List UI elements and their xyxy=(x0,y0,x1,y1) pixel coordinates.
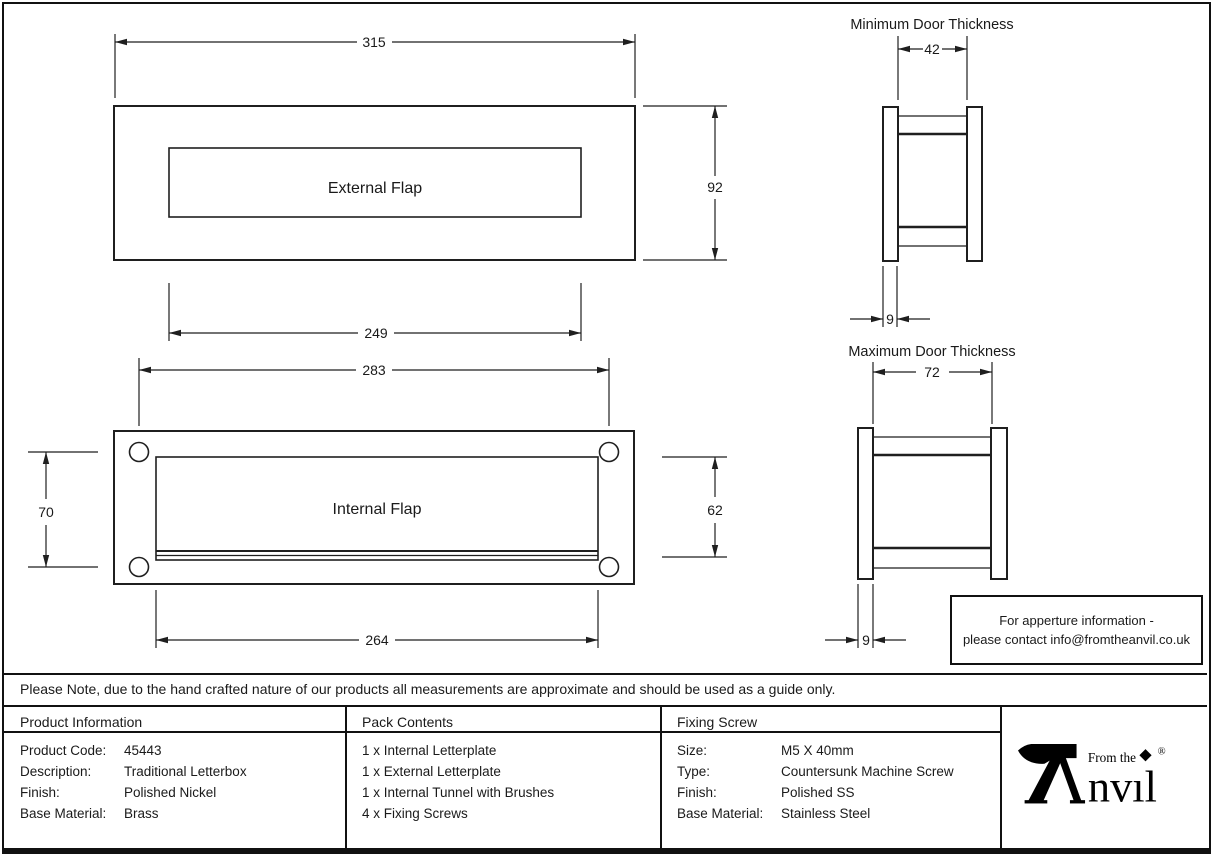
product-information-header: Product Information xyxy=(20,714,143,730)
table-row xyxy=(677,743,954,764)
list-item: 1 x Internal Tunnel with Brushes xyxy=(362,785,555,800)
dim-label-max-plate-thickness: 9 xyxy=(862,632,870,648)
external-flap-label: External Flap xyxy=(327,180,423,197)
dimension-internal-flap-height xyxy=(662,457,727,557)
table-row xyxy=(20,806,247,827)
dim-label-internal-height: 70 xyxy=(38,504,54,520)
anvil-a-left-serif xyxy=(1025,800,1048,803)
logo-prefix: From the xyxy=(1087,749,1136,765)
row-value: Polished SS xyxy=(781,785,855,800)
dim-label-internal-flap-height: 62 xyxy=(707,502,723,518)
external-flap-drawing xyxy=(114,34,727,341)
row-value: Traditional Letterbox xyxy=(124,764,247,779)
row-label: Description: xyxy=(20,764,92,779)
aperture-note-line2: please contact info@fromtheanvil.co.uk xyxy=(962,632,1191,647)
min-door-thickness-drawing xyxy=(850,17,1014,327)
pack-contents-list xyxy=(362,743,554,827)
aperture-note-box xyxy=(950,595,1203,665)
dim-label-internal-flap-width: 264 xyxy=(365,632,389,648)
anvil-a-right-serif xyxy=(1070,800,1085,803)
fixing-screw-header: Fixing Screw xyxy=(677,714,758,730)
dimension-internal-width xyxy=(139,358,609,426)
screw-hole-bottom-left xyxy=(130,558,149,577)
row-value: Stainless Steel xyxy=(781,806,871,821)
table-row xyxy=(677,785,954,806)
row-value: Countersunk Machine Screw xyxy=(781,764,954,779)
max-door-internal-plate xyxy=(991,428,1007,579)
logo-brand: nvıl xyxy=(1087,761,1157,812)
row-label: Size: xyxy=(677,743,708,758)
dim-label-external-height: 92 xyxy=(707,179,723,195)
max-door-external-plate xyxy=(858,428,873,579)
anvil-icon xyxy=(1018,744,1077,764)
list-item: 1 x External Letterplate xyxy=(362,764,501,779)
dim-label-max-door-thickness: 72 xyxy=(924,364,940,380)
fixing-screw-rows xyxy=(677,743,954,827)
dim-label-internal-width: 283 xyxy=(362,362,386,378)
row-label: Product Code: xyxy=(20,743,107,758)
dim-label-min-door-thickness: 42 xyxy=(924,41,940,57)
dimension-internal-height xyxy=(28,452,98,567)
table-row xyxy=(20,743,247,764)
pack-contents-header: Pack Contents xyxy=(362,714,454,730)
row-value: Brass xyxy=(124,806,159,821)
table-row xyxy=(677,806,954,827)
internal-flap-drawing xyxy=(28,358,727,648)
aperture-note-line1: For apperture information - xyxy=(999,613,1154,628)
registered-trademark-icon: ® xyxy=(1157,746,1166,758)
row-label: Type: xyxy=(677,764,711,779)
min-door-external-plate xyxy=(883,107,898,261)
min-door-title: Minimum Door Thickness xyxy=(850,17,1014,33)
dimension-external-width xyxy=(115,34,635,98)
table-header-underline xyxy=(4,731,1000,733)
dimension-min-plate-thickness xyxy=(850,266,930,327)
dimension-external-flap-width xyxy=(169,283,581,341)
table-divider-2 xyxy=(660,705,662,849)
row-label: Finish: xyxy=(20,785,60,800)
row-value: 45443 xyxy=(124,743,162,758)
screw-hole-top-right xyxy=(600,443,619,462)
dim-label-external-width: 315 xyxy=(362,34,386,50)
brand-logo xyxy=(1002,707,1204,847)
list-item: 1 x Internal Letterplate xyxy=(362,743,497,758)
dimension-external-height xyxy=(643,106,727,260)
table-row xyxy=(20,764,247,785)
screw-hole-top-left xyxy=(130,443,149,462)
screw-hole-bottom-right xyxy=(600,558,619,577)
table-row xyxy=(677,764,954,785)
from-the-anvil-logo xyxy=(1018,741,1188,813)
row-label: Finish: xyxy=(677,785,717,800)
internal-flap-label: Internal Flap xyxy=(332,501,422,518)
row-label: Base Material: xyxy=(20,806,107,821)
anvil-a-right-leg xyxy=(1058,756,1082,800)
dim-label-min-plate-thickness: 9 xyxy=(886,311,894,327)
max-door-title: Maximum Door Thickness xyxy=(848,344,1016,360)
diamond-icon xyxy=(1139,749,1151,761)
table-divider-1 xyxy=(345,705,347,849)
row-label: Base Material: xyxy=(677,806,764,821)
disclaimer-note: Please Note, due to the hand crafted nature of our products all measurements are approximate and should be used as a guide only. xyxy=(20,681,836,697)
dimension-max-door-thickness xyxy=(873,362,992,424)
min-door-internal-plate xyxy=(967,107,982,261)
dim-label-external-flap-width: 249 xyxy=(364,325,388,341)
list-item: 4 x Fixing Screws xyxy=(362,806,468,821)
row-value: M5 X 40mm xyxy=(781,743,854,758)
product-information-rows xyxy=(20,743,247,827)
row-value: Polished Nickel xyxy=(124,785,217,800)
dimension-internal-flap-width xyxy=(156,590,598,648)
divider-disclaimer-top xyxy=(4,673,1207,675)
dimension-min-door-thickness xyxy=(898,36,967,100)
table-row xyxy=(20,785,247,806)
dimension-max-plate-thickness xyxy=(825,584,906,648)
